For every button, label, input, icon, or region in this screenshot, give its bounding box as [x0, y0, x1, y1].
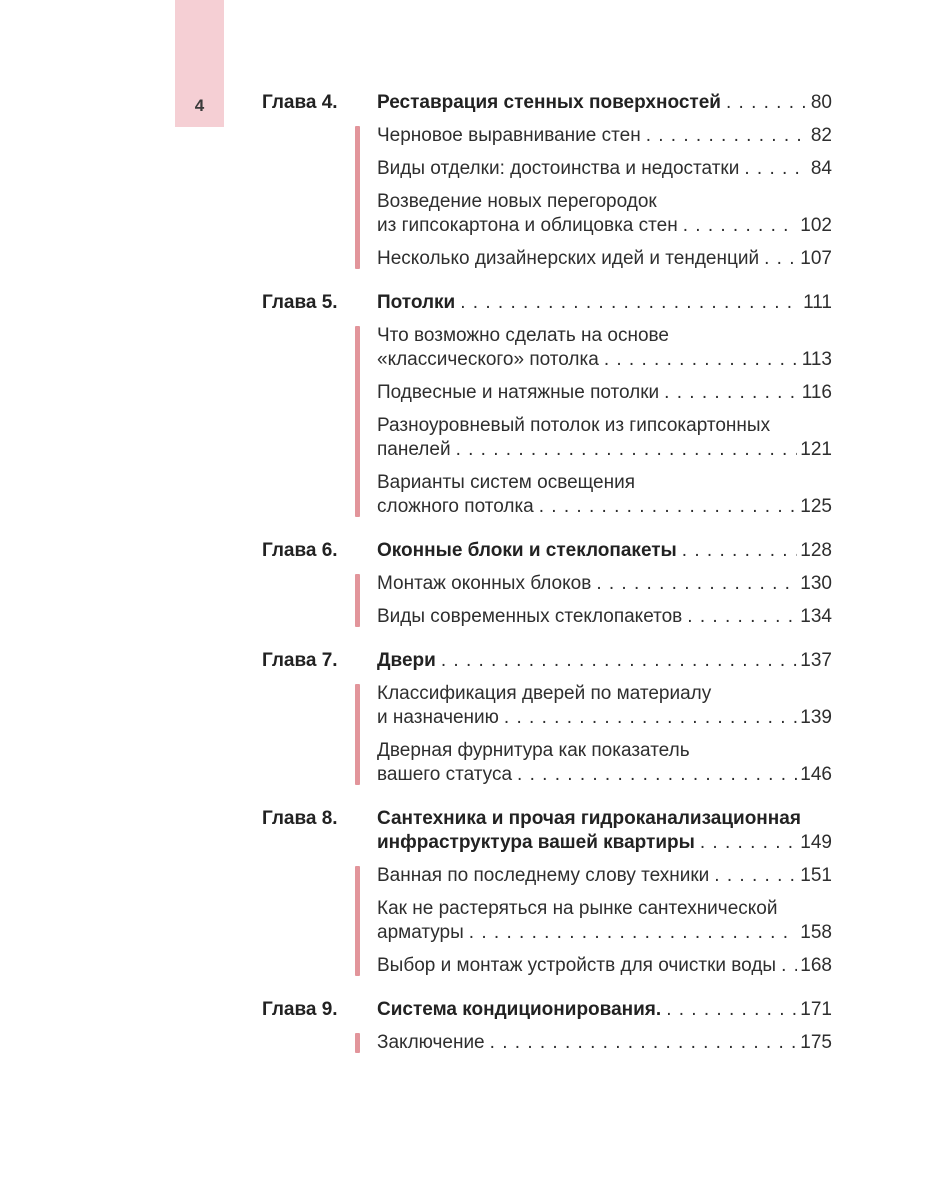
- section-line: Возведение новых перегородок: [377, 191, 657, 212]
- chapter-entry: [262, 291, 832, 315]
- section-entry: [377, 605, 832, 629]
- chapter-title-line: [377, 831, 832, 855]
- section-text: Черновое выравнивание стен: [377, 125, 641, 146]
- dot-leader: [469, 921, 798, 945]
- section-line: [377, 495, 832, 519]
- chapter-title-page-number: 111: [803, 292, 832, 313]
- section-line: [377, 348, 832, 372]
- section-line: [377, 954, 832, 978]
- section-page-number: 116: [801, 382, 832, 403]
- section-entry: [377, 864, 832, 888]
- chapter-label: Глава 7.: [262, 650, 338, 671]
- section-accent-bar: [355, 684, 360, 785]
- section-line: Дверная фурнитура как показатель: [377, 740, 690, 761]
- section-entry: [377, 471, 832, 519]
- chapter-entry: [262, 807, 832, 855]
- section-text: и назначению: [377, 707, 499, 728]
- section-entry: [377, 247, 832, 271]
- chapter-label: Глава 6.: [262, 540, 338, 561]
- section-page-number: 134: [800, 606, 832, 627]
- chapter-label: Глава 8.: [262, 808, 338, 829]
- section-page-number: 102: [800, 215, 832, 236]
- chapter-title-text: Двери: [377, 650, 436, 671]
- chapter-title-page-number: 128: [800, 540, 832, 561]
- section-line: Варианты систем освещения: [377, 472, 636, 493]
- dot-leader: [460, 291, 800, 315]
- section-entry: [377, 572, 832, 596]
- chapter-title-text: Оконные блоки и стеклопакеты: [377, 540, 677, 561]
- chapter-title-text: Система кондиционирования.: [377, 999, 662, 1020]
- dot-leader: [596, 572, 797, 596]
- section-line: [377, 1031, 832, 1055]
- section-entry: [377, 157, 832, 181]
- chapter-title: [377, 291, 832, 315]
- chapter-entry: [262, 998, 832, 1022]
- section-line: [377, 763, 832, 787]
- chapter-title-line: [377, 291, 832, 315]
- dot-leader: [682, 539, 798, 563]
- dot-leader: [781, 954, 797, 978]
- chapter-block: [262, 649, 832, 787]
- section-accent-bar: [355, 574, 360, 627]
- chapter-title: [377, 539, 832, 563]
- dot-leader: [714, 864, 797, 888]
- chapter-sections: [377, 1031, 832, 1055]
- dot-leader: [604, 348, 799, 372]
- dot-leader: [687, 605, 797, 629]
- section-line: [377, 247, 832, 271]
- chapter-title-line: Сантехника и прочая гидроканализационная: [377, 808, 801, 829]
- section-entry: [377, 897, 832, 945]
- section-text: Виды отделки: достоинства и недостатки: [377, 158, 740, 179]
- chapter-sections: [377, 572, 832, 629]
- section-text: вашего статуса: [377, 764, 513, 785]
- chapter-title-line: [377, 649, 832, 673]
- section-text: панелей: [377, 439, 451, 460]
- dot-leader: [646, 124, 805, 148]
- chapter-entry: [262, 649, 832, 673]
- dot-leader: [726, 91, 805, 115]
- section-text: Заключение: [377, 1032, 485, 1053]
- section-entry: [377, 190, 832, 238]
- section-page-number: 175: [800, 1032, 832, 1053]
- section-accent-bar: [355, 326, 360, 517]
- section-line: [377, 124, 832, 148]
- dot-leader: [504, 706, 797, 730]
- chapter-title-text: Реставрация стенных поверхностей: [377, 92, 721, 113]
- chapter-title: [377, 998, 832, 1022]
- section-page-number: 125: [800, 496, 832, 517]
- chapter-label: Глава 5.: [262, 292, 338, 313]
- section-text: Подвесные и натяжные потолки: [377, 382, 660, 403]
- section-line: [377, 438, 832, 462]
- section-line: Разноуровневый потолок из гипсокартонных: [377, 415, 771, 436]
- section-entry: [377, 381, 832, 405]
- section-page-number: 168: [800, 955, 832, 976]
- dot-leader: [700, 831, 797, 855]
- section-page-number: 151: [800, 865, 832, 886]
- chapter-title-line: [377, 998, 832, 1022]
- chapter-title-line: [377, 91, 832, 115]
- section-accent-bar: [355, 866, 360, 976]
- chapter-title-text: инфраструктура вашей квартиры: [377, 832, 695, 853]
- chapter-title-text: Потолки: [377, 292, 456, 313]
- section-text: «классического» потолка: [377, 349, 599, 370]
- section-entry: [377, 682, 832, 730]
- dot-leader: [456, 438, 798, 462]
- section-line: Что возможно сделать на основе: [377, 325, 669, 346]
- section-entry: [377, 954, 832, 978]
- section-line: [377, 921, 832, 945]
- section-page-number: 82: [810, 125, 832, 146]
- section-entry: [377, 414, 832, 462]
- chapter-block: [262, 807, 832, 978]
- chapter-title: [377, 91, 832, 115]
- page-number: 4: [194, 96, 205, 115]
- dot-leader: [539, 495, 798, 519]
- section-page-number: 146: [800, 764, 832, 785]
- dot-leader: [517, 763, 797, 787]
- section-accent-bar: [355, 1033, 360, 1053]
- section-text: Выбор и монтаж устройств для очистки воды: [377, 955, 777, 976]
- section-accent-bar: [355, 126, 360, 269]
- chapter-sections: [377, 864, 832, 978]
- section-entry: [377, 1031, 832, 1055]
- chapter-block: [262, 998, 832, 1055]
- section-page-number: 139: [800, 707, 832, 728]
- chapter-block: [262, 91, 832, 271]
- section-text: Ванная по последнему слову техники: [377, 865, 710, 886]
- chapter-sections: [377, 324, 832, 519]
- section-text: Виды современных стеклопакетов: [377, 606, 683, 627]
- chapter-entry: [262, 539, 832, 563]
- section-line: Классификация дверей по материалу: [377, 683, 712, 704]
- dot-leader: [764, 247, 797, 271]
- section-entry: [377, 739, 832, 787]
- section-line: [377, 572, 832, 596]
- chapter-sections: [377, 682, 832, 787]
- section-page-number: 113: [801, 349, 832, 370]
- section-text: Монтаж оконных блоков: [377, 573, 592, 594]
- section-line: [377, 157, 832, 181]
- section-entry: [377, 124, 832, 148]
- section-text: Несколько дизайнерских идей и тенденций: [377, 248, 760, 269]
- section-entry: [377, 324, 832, 372]
- chapter-entry: [262, 91, 832, 115]
- chapter-label: Глава 4.: [262, 92, 338, 113]
- dot-leader: [683, 214, 798, 238]
- section-line: [377, 605, 832, 629]
- section-line: Как не растеряться на рынке сантехнической: [377, 898, 778, 919]
- page-number-band: [175, 0, 224, 127]
- section-page-number: 130: [800, 573, 832, 594]
- chapter-title: [377, 807, 832, 855]
- section-page-number: 121: [800, 439, 832, 460]
- section-line: [377, 381, 832, 405]
- dot-leader: [666, 998, 797, 1022]
- section-text: из гипсокартона и облицовка стен: [377, 215, 678, 236]
- section-text: сложного потолка: [377, 496, 534, 517]
- chapter-title-page-number: 171: [800, 999, 832, 1020]
- dot-leader: [664, 381, 799, 405]
- chapter-title: [377, 649, 832, 673]
- chapter-block: [262, 291, 832, 519]
- section-line: [377, 864, 832, 888]
- chapter-block: [262, 539, 832, 629]
- dot-leader: [490, 1031, 798, 1055]
- chapter-label: Глава 9.: [262, 999, 338, 1020]
- table-of-contents: [262, 91, 832, 1055]
- chapter-title-page-number: 149: [800, 832, 832, 853]
- section-page-number: 158: [800, 922, 832, 943]
- chapter-title-page-number: 80: [810, 92, 832, 113]
- dot-leader: [441, 649, 797, 673]
- chapter-title-line: [377, 539, 832, 563]
- section-line: [377, 214, 832, 238]
- section-page-number: 84: [810, 158, 832, 179]
- dot-leader: [744, 157, 805, 181]
- section-text: арматуры: [377, 922, 464, 943]
- section-page-number: 107: [800, 248, 832, 269]
- section-line: [377, 706, 832, 730]
- chapter-sections: [377, 124, 832, 271]
- chapter-title-page-number: 137: [800, 650, 832, 671]
